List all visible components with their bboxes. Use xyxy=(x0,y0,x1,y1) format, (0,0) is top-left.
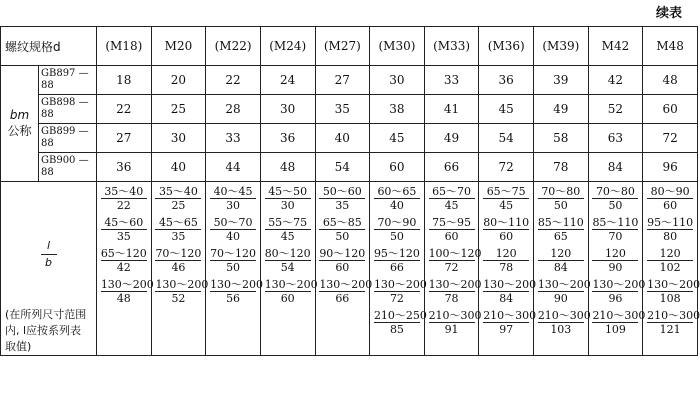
bm-value: 24 xyxy=(260,66,315,95)
bm-value: 20 xyxy=(151,66,206,95)
l-range: 80～120 xyxy=(264,247,311,260)
lb-note: (在所列尺寸范围内, l应按系列表取值) xyxy=(5,308,87,353)
b-value: 96 xyxy=(608,292,623,305)
l-range: 95～110 xyxy=(647,216,694,229)
l-range: 35～40 xyxy=(101,185,147,199)
bm-value: 60 xyxy=(643,95,698,124)
standard-code: GB900 —88 xyxy=(39,153,97,182)
lb-fraction xyxy=(374,247,420,274)
bm-value: 38 xyxy=(370,95,425,124)
l-range: 65～85 xyxy=(319,216,365,230)
bm-value: 45 xyxy=(479,95,534,124)
bm-value: 30 xyxy=(370,66,425,95)
standard-code: GB898 —88 xyxy=(39,95,97,124)
lb-fraction xyxy=(101,216,147,243)
l-range: 90～120 xyxy=(319,247,366,260)
bm-value: 48 xyxy=(643,66,698,95)
l-range: 65～70 xyxy=(429,185,475,199)
standard-code: GB899 —88 xyxy=(39,124,97,153)
lb-fraction xyxy=(538,247,584,274)
l-range: 130～200 xyxy=(592,278,646,291)
b-value: 42 xyxy=(116,261,131,274)
b-value: 60 xyxy=(335,261,350,274)
b-value: 35 xyxy=(171,230,186,243)
b-value: 84 xyxy=(499,292,514,305)
l-range: 55～75 xyxy=(265,216,311,230)
b-value: 97 xyxy=(499,323,514,336)
lb-cell xyxy=(479,182,537,356)
lb-fraction xyxy=(647,216,693,243)
thread-size-cell: (M39) xyxy=(534,27,589,66)
b-value: 72 xyxy=(389,292,404,305)
lb-fraction xyxy=(319,185,365,212)
b-value: 103 xyxy=(550,323,572,336)
thread-size-cell: M20 xyxy=(151,27,206,66)
b-value: 109 xyxy=(604,323,626,336)
l-range: 130～200 xyxy=(264,278,318,291)
l-range: 45～60 xyxy=(101,216,147,230)
l-range: 60～65 xyxy=(374,185,420,199)
l-range: 40～45 xyxy=(210,185,256,199)
l-range: 130～200 xyxy=(483,278,537,291)
lb-cell xyxy=(97,182,152,356)
bm-row xyxy=(1,66,698,95)
l-range: 85～110 xyxy=(592,216,639,229)
lb-fraction xyxy=(319,216,365,243)
lb-fraction xyxy=(592,278,646,305)
lb-fraction xyxy=(210,185,256,212)
lb-fraction xyxy=(428,247,482,274)
lb-fraction xyxy=(538,216,584,243)
bm-value: 30 xyxy=(260,95,315,124)
b-value: 54 xyxy=(280,261,295,274)
lb-fraction xyxy=(374,216,420,243)
b-value: 121 xyxy=(659,323,681,336)
lb-fraction xyxy=(647,247,693,274)
lb-fraction xyxy=(210,247,256,274)
thread-size-header: 螺纹规格d xyxy=(1,27,97,66)
lb-fraction xyxy=(483,216,529,243)
b-value: 46 xyxy=(171,261,186,274)
bm-value: 36 xyxy=(479,66,534,95)
bm-value: 40 xyxy=(151,153,206,182)
lb-fraction xyxy=(538,185,584,212)
l-range: 65～120 xyxy=(100,247,147,260)
thread-size-cell: M48 xyxy=(643,27,698,66)
l-range: 130～200 xyxy=(428,278,482,291)
l-range: 130～200 xyxy=(100,278,154,291)
b-value: 91 xyxy=(444,323,459,336)
bm-value: 58 xyxy=(534,124,589,153)
b-value: 66 xyxy=(335,292,350,305)
lb-label-cell xyxy=(1,182,97,356)
lb-fraction xyxy=(210,216,256,243)
lb-fraction xyxy=(428,278,482,305)
l-range: 95～120 xyxy=(373,247,420,260)
lb-cell xyxy=(206,182,264,356)
l-range: 85～110 xyxy=(537,216,584,229)
l-range: 75～95 xyxy=(429,216,475,230)
bm-value: 40 xyxy=(315,124,370,153)
thread-size-cell: (M24) xyxy=(260,27,315,66)
bm-value: 25 xyxy=(151,95,206,124)
l-range: 210～300 xyxy=(537,309,591,322)
l-range: 80～110 xyxy=(483,216,530,229)
b-value: 84 xyxy=(553,261,568,274)
bm-value: 36 xyxy=(97,153,152,182)
l-range: 50～60 xyxy=(319,185,365,199)
b-value: 85 xyxy=(389,323,404,336)
bm-value: 45 xyxy=(370,124,425,153)
lb-fraction xyxy=(155,216,201,243)
thread-size-cell: (M27) xyxy=(315,27,370,66)
lb-fraction xyxy=(155,247,201,274)
bm-label: bm xyxy=(9,108,30,122)
l-range: 80～90 xyxy=(647,185,693,199)
l-range: 70～80 xyxy=(538,185,584,199)
b-value: 30 xyxy=(226,199,241,212)
b-value: 56 xyxy=(226,292,241,305)
bm-value: 22 xyxy=(206,66,261,95)
l-range: 70～90 xyxy=(374,216,420,230)
bm-sub-label: 公称 xyxy=(7,124,32,138)
lb-cell xyxy=(424,182,482,356)
b-value: 60 xyxy=(444,230,459,243)
thread-size-cell: (M36) xyxy=(479,27,534,66)
lb-cell xyxy=(588,182,646,356)
l-range: 130～200 xyxy=(373,278,427,291)
lb-fraction xyxy=(101,247,147,274)
bm-value: 27 xyxy=(315,66,370,95)
b-value: 50 xyxy=(226,261,241,274)
lb-fraction xyxy=(265,216,311,243)
standard-code: GB897 —88 xyxy=(39,66,97,95)
b-value: 78 xyxy=(499,261,514,274)
b-value: 90 xyxy=(608,261,623,274)
lb-cell xyxy=(643,182,698,356)
b-value: 30 xyxy=(280,199,295,212)
l-range: 120 xyxy=(647,247,693,261)
l-range: 210～300 xyxy=(428,309,482,322)
bm-value: 54 xyxy=(315,153,370,182)
bm-value: 33 xyxy=(424,66,479,95)
lb-fraction xyxy=(429,216,475,243)
b-value: 102 xyxy=(659,261,681,274)
b-value: 50 xyxy=(608,199,623,212)
bm-value: 66 xyxy=(424,153,479,182)
bm-row xyxy=(1,95,698,124)
l-range: 45～50 xyxy=(265,185,311,199)
lb-fraction xyxy=(483,309,537,336)
bm-value: 72 xyxy=(479,153,534,182)
lb-fraction xyxy=(483,185,529,212)
l-range: 210～300 xyxy=(647,309,700,322)
lb-fraction xyxy=(537,278,591,305)
b-value: 78 xyxy=(444,292,459,305)
lb-fraction xyxy=(483,247,529,274)
lb-fraction xyxy=(265,185,311,212)
bm-value: 44 xyxy=(206,153,261,182)
lb-cell xyxy=(534,182,589,356)
bm-value: 28 xyxy=(206,95,261,124)
b-value: 52 xyxy=(171,292,186,305)
bm-value: 72 xyxy=(643,124,698,153)
lb-fraction xyxy=(373,309,427,336)
l-range: 210～300 xyxy=(592,309,646,322)
l-range: 100～120 xyxy=(428,247,482,260)
bolt-spec-table xyxy=(0,26,698,356)
lb-fraction xyxy=(647,309,700,336)
bm-value: 30 xyxy=(151,124,206,153)
b-value: 90 xyxy=(553,292,568,305)
bm-value: 60 xyxy=(370,153,425,182)
bm-value: 54 xyxy=(479,124,534,153)
lb-fraction xyxy=(592,309,646,336)
b-value: 35 xyxy=(335,199,350,212)
lb-cell xyxy=(315,182,373,356)
b-value: 80 xyxy=(663,230,678,243)
bm-value: 49 xyxy=(424,124,479,153)
l-range: 130～200 xyxy=(537,278,591,291)
b-value: 45 xyxy=(280,230,295,243)
lb-fraction xyxy=(373,278,427,305)
lb-fraction xyxy=(264,278,318,305)
lb-fraction xyxy=(265,247,311,274)
l-range: 65～75 xyxy=(483,185,529,199)
lb-cell xyxy=(260,182,318,356)
l-range: 70～80 xyxy=(592,185,638,199)
b-value: 40 xyxy=(226,230,241,243)
l-range: 120 xyxy=(483,247,529,261)
l-range: 120 xyxy=(592,247,638,261)
bm-value: 18 xyxy=(97,66,152,95)
b-value: 50 xyxy=(389,230,404,243)
lb-fraction xyxy=(592,216,638,243)
lb-fraction xyxy=(100,278,154,305)
continued-label: 续表 xyxy=(655,6,682,21)
l-range: 130～200 xyxy=(210,278,264,291)
bm-value: 84 xyxy=(588,153,643,182)
thread-size-cell: (M30) xyxy=(370,27,425,66)
bm-value: 41 xyxy=(424,95,479,124)
l-range: 35～40 xyxy=(155,185,201,199)
b-value: 60 xyxy=(280,292,295,305)
l-range: 50～70 xyxy=(210,216,256,230)
bm-value: 48 xyxy=(260,153,315,182)
bm-value: 49 xyxy=(534,95,589,124)
thread-size-row xyxy=(1,27,698,66)
bm-value: 52 xyxy=(588,95,643,124)
lb-cell xyxy=(151,182,209,356)
l-range: 130～200 xyxy=(647,278,700,291)
lb-fraction xyxy=(374,185,420,212)
b-value: 72 xyxy=(444,261,459,274)
bm-value: 63 xyxy=(588,124,643,153)
lb-fraction xyxy=(592,185,638,212)
bm-value: 35 xyxy=(315,95,370,124)
l-range: 130～200 xyxy=(319,278,373,291)
b-value: 108 xyxy=(659,292,681,305)
b-value: 40 xyxy=(389,199,404,212)
thread-size-cell: M42 xyxy=(588,27,643,66)
lb-row xyxy=(1,182,698,356)
thread-size-cell: (M22) xyxy=(206,27,261,66)
lb-fraction xyxy=(592,247,638,274)
l-range: 210～250 xyxy=(373,309,427,322)
bm-value: 78 xyxy=(534,153,589,182)
l-range: 120 xyxy=(538,247,584,261)
b-value: 60 xyxy=(663,199,678,212)
b-value: 66 xyxy=(389,261,404,274)
lb-fraction xyxy=(319,278,373,305)
lb-fraction xyxy=(429,185,475,212)
b-value: 45 xyxy=(444,199,459,212)
l-range: 70～120 xyxy=(155,247,202,260)
bm-value: 22 xyxy=(97,95,152,124)
l-range: 45～65 xyxy=(155,216,201,230)
lb-cell xyxy=(370,182,425,356)
bm-value: 39 xyxy=(534,66,589,95)
thread-size-cell: (M33) xyxy=(424,27,479,66)
lb-fraction xyxy=(537,309,591,336)
lb-fraction xyxy=(483,278,537,305)
b-value: 65 xyxy=(553,230,568,243)
b-value: 22 xyxy=(116,199,131,212)
lb-fraction xyxy=(101,185,147,212)
lb-fraction xyxy=(155,185,201,212)
b-value: 48 xyxy=(116,292,131,305)
bm-value: 33 xyxy=(206,124,261,153)
b-value: 35 xyxy=(116,230,131,243)
bm-value: 36 xyxy=(260,124,315,153)
bm-value: 42 xyxy=(588,66,643,95)
b-value: 50 xyxy=(553,199,568,212)
bm-value: 27 xyxy=(97,124,152,153)
bm-value: 96 xyxy=(643,153,698,182)
lb-fraction xyxy=(647,185,693,212)
l-range: 130～200 xyxy=(155,278,209,291)
bm-label-cell xyxy=(1,66,39,182)
b-value: 50 xyxy=(335,230,350,243)
l-range: 70～120 xyxy=(210,247,257,260)
b-value: 60 xyxy=(499,230,514,243)
lb-fraction xyxy=(155,278,209,305)
b-value: 70 xyxy=(608,230,623,243)
bm-row xyxy=(1,153,698,182)
b-value: 25 xyxy=(171,199,186,212)
lb-fraction xyxy=(319,247,365,274)
thread-size-cell: (M18) xyxy=(97,27,152,66)
b-value: 45 xyxy=(499,199,514,212)
l-range: 210～300 xyxy=(483,309,537,322)
bm-row xyxy=(1,124,698,153)
lb-fraction xyxy=(428,309,482,336)
lb-fraction-label: l b xyxy=(41,238,57,271)
lb-fraction xyxy=(210,278,264,305)
bm-section xyxy=(1,66,698,182)
lb-fraction xyxy=(647,278,700,305)
